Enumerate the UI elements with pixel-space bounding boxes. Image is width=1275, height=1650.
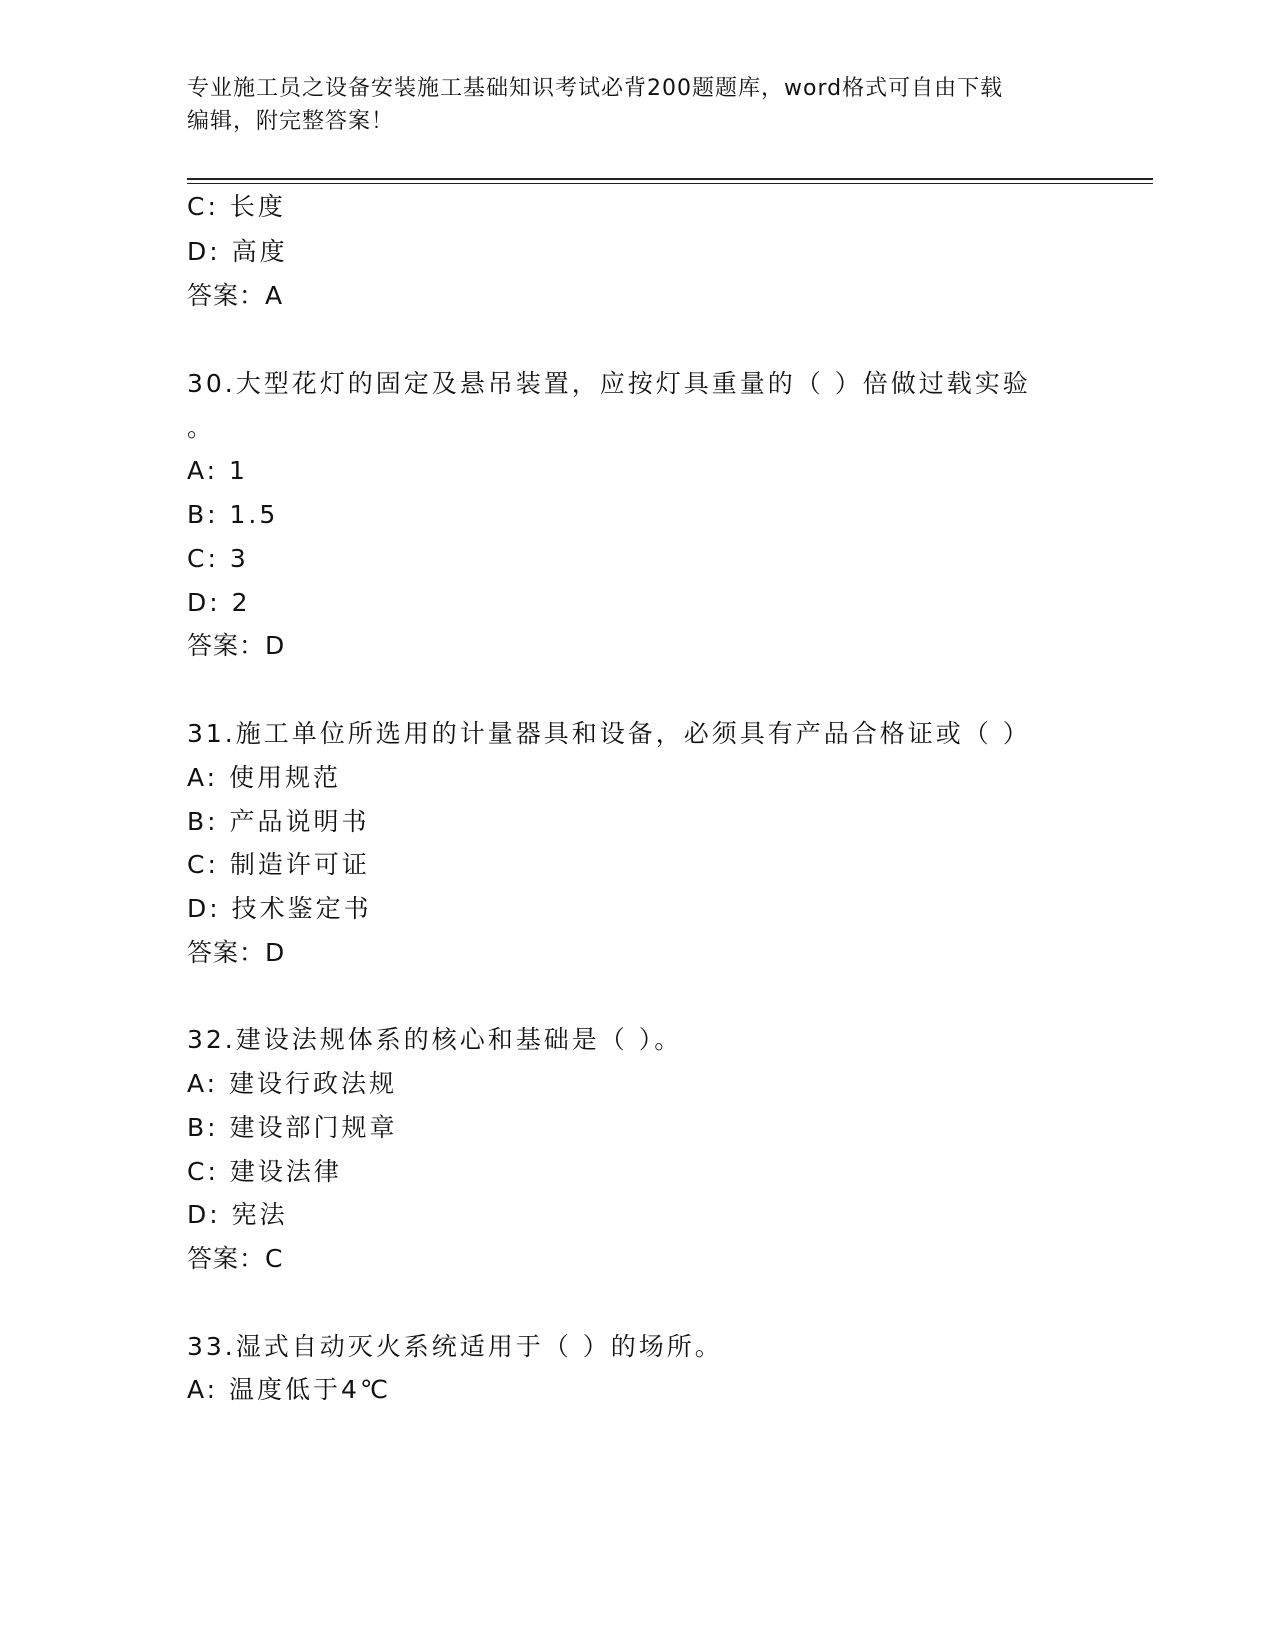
header-line-2: 编辑，附完整答案！: [187, 109, 395, 134]
option-line: D: 高度: [187, 237, 288, 266]
option-line: C: 制造许可证: [187, 850, 370, 879]
answer-line: 答案：D: [187, 631, 286, 660]
answer-line: 答案：D: [187, 938, 286, 967]
question-line: 31.施工单位所选用的计量器具和设备，必须具有产品合格证或（ ）: [187, 719, 1031, 748]
question-line: 32.建设法规体系的核心和基础是（ ）。: [187, 1025, 683, 1054]
option-line: C: 建设法律: [187, 1157, 342, 1186]
option-line: D: 技术鉴定书: [187, 894, 372, 923]
question-line: 。: [187, 413, 216, 442]
option-line: B: 产品说明书: [187, 807, 370, 836]
header-divider-thick: [187, 178, 1153, 180]
header-line-1: 专业施工员之设备安装施工基础知识考试必背200题题库，word格式可自由下载: [187, 76, 1004, 101]
option-line: D: 2: [187, 588, 251, 617]
answer-line: 答案：C: [187, 1244, 284, 1273]
document-header: [187, 72, 1087, 138]
option-line: D: 宪法: [187, 1200, 288, 1229]
question-line: 33.湿式自动灭火系统适用于（ ）的场所。: [187, 1332, 723, 1361]
option-line: C: 长度: [187, 192, 286, 221]
question-line: 30.大型花灯的固定及悬吊装置，应按灯具重量的（ ）倍做过载实验: [187, 369, 1031, 398]
option-line: A: 建设行政法规: [187, 1069, 398, 1098]
option-line: C: 3: [187, 544, 249, 573]
answer-line: 答案：A: [187, 281, 284, 310]
option-line: A: 温度低于4℃: [187, 1375, 392, 1404]
option-line: A: 1: [187, 456, 248, 485]
header-divider-thin: [187, 183, 1153, 184]
option-line: B: 1.5: [187, 500, 279, 529]
option-line: A: 使用规范: [187, 763, 342, 792]
option-line: B: 建设部门规章: [187, 1113, 398, 1142]
